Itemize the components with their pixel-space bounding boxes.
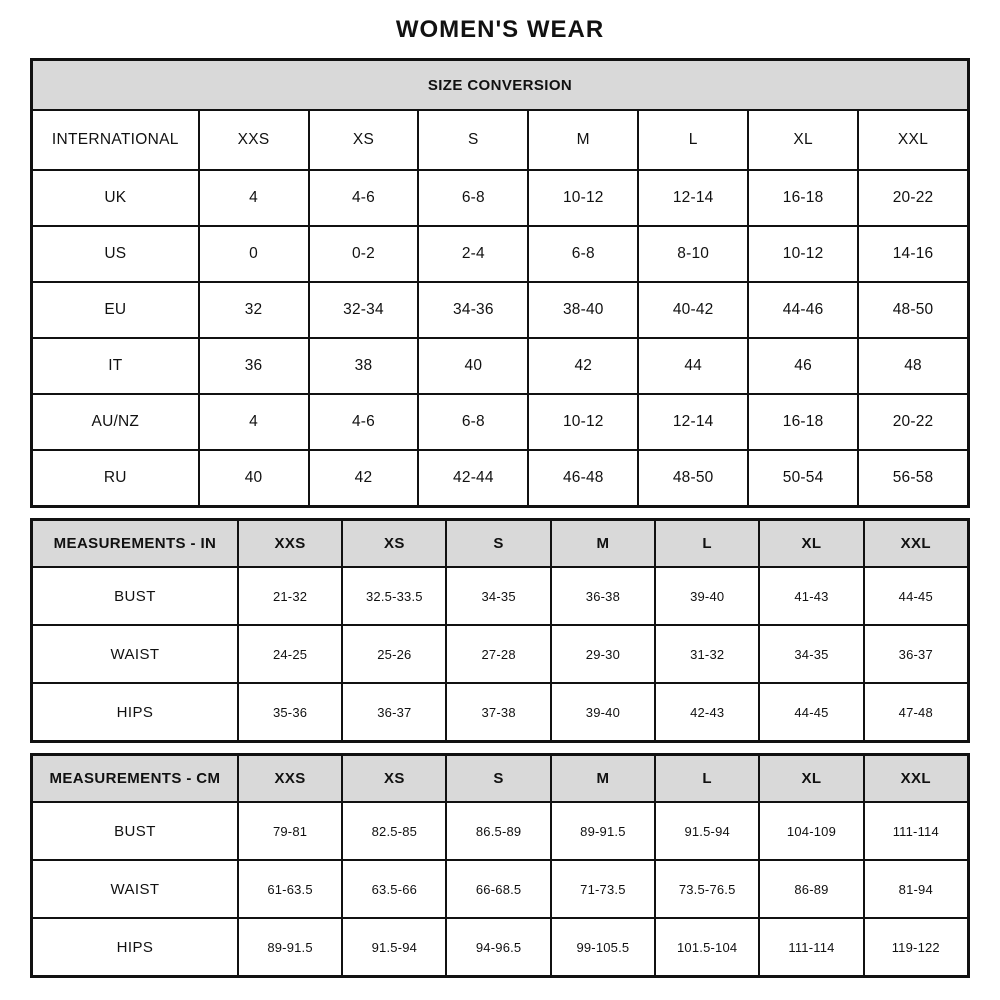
measurement-cell: 36-37: [864, 625, 968, 683]
size-cell: 10-12: [528, 170, 638, 226]
size-cell: 56-58: [858, 450, 968, 506]
row-label: HIPS: [32, 918, 238, 976]
column-header-s: S: [418, 110, 528, 170]
size-cell: 38: [309, 338, 419, 394]
measurement-cell: 94-96.5: [446, 918, 550, 976]
column-header-l: L: [655, 755, 759, 802]
table-row-eu: [32, 282, 968, 338]
size-cell: 4: [199, 170, 309, 226]
measurement-cell: 39-40: [655, 567, 759, 625]
column-header-xxl: XXL: [864, 520, 968, 567]
column-header-xxs: XXS: [238, 755, 342, 802]
row-label: WAIST: [32, 625, 238, 683]
row-label: HIPS: [32, 683, 238, 741]
size-cell: 0: [199, 226, 309, 282]
size-cell: 12-14: [638, 170, 748, 226]
column-header-s: S: [446, 755, 550, 802]
size-cell: 36: [199, 338, 309, 394]
size-cell: 4: [199, 394, 309, 450]
row-label: EU: [32, 282, 199, 338]
size-cell: 32: [199, 282, 309, 338]
measurement-cell: 25-26: [342, 625, 446, 683]
column-header-xxs: XXS: [199, 110, 309, 170]
size-cell: 2-4: [418, 226, 528, 282]
measurement-cell: 44-45: [864, 567, 968, 625]
size-cell: 34-36: [418, 282, 528, 338]
measurements-cm-title: MEASUREMENTS - CM: [32, 755, 238, 802]
measurement-cell: 31-32: [655, 625, 759, 683]
measurement-cell: 86.5-89: [446, 802, 550, 860]
size-cell: 40: [199, 450, 309, 506]
table-header-row: [32, 755, 968, 802]
table-row-aunz: [32, 394, 968, 450]
size-cell: 10-12: [748, 226, 858, 282]
measurement-cell: 86-89: [759, 860, 863, 918]
column-header-xs: XS: [309, 110, 419, 170]
size-cell: 42-44: [418, 450, 528, 506]
size-cell: 38-40: [528, 282, 638, 338]
measurement-cell: 111-114: [759, 918, 863, 976]
row-label: AU/NZ: [32, 394, 199, 450]
table-row-bust-cm: [32, 802, 968, 860]
table-row-hips-cm: [32, 918, 968, 976]
size-cell: 4-6: [309, 394, 419, 450]
row-label: US: [32, 226, 199, 282]
measurement-cell: 73.5-76.5: [655, 860, 759, 918]
measurement-cell: 89-91.5: [238, 918, 342, 976]
measurement-cell: 37-38: [446, 683, 550, 741]
size-cell: 46: [748, 338, 858, 394]
measurement-cell: 21-32: [238, 567, 342, 625]
size-cell: 40-42: [638, 282, 748, 338]
measurement-cell: 47-48: [864, 683, 968, 741]
table-row-us: [32, 226, 968, 282]
measurement-cell: 79-81: [238, 802, 342, 860]
size-cell: 6-8: [418, 170, 528, 226]
column-header-m: M: [551, 520, 655, 567]
measurement-cell: 63.5-66: [342, 860, 446, 918]
measurement-cell: 32.5-33.5: [342, 567, 446, 625]
size-cell: 50-54: [748, 450, 858, 506]
measurement-cell: 27-28: [446, 625, 550, 683]
column-header-l: L: [638, 110, 748, 170]
measurement-cell: 81-94: [864, 860, 968, 918]
size-cell: 16-18: [748, 394, 858, 450]
measurement-cell: 36-38: [551, 567, 655, 625]
measurement-cell: 29-30: [551, 625, 655, 683]
column-header-xl: XL: [759, 520, 863, 567]
size-cell: 14-16: [858, 226, 968, 282]
table-header-row: [32, 520, 968, 567]
column-header-s: S: [446, 520, 550, 567]
table-row-bust-in: [32, 567, 968, 625]
measurement-cell: 24-25: [238, 625, 342, 683]
measurements-cm-table: [30, 753, 970, 978]
measurement-cell: 119-122: [864, 918, 968, 976]
table-header-row: [32, 60, 968, 110]
measurement-cell: 34-35: [759, 625, 863, 683]
measurement-cell: 34-35: [446, 567, 550, 625]
row-label: WAIST: [32, 860, 238, 918]
column-header-xxl: XXL: [864, 755, 968, 802]
measurement-cell: 89-91.5: [551, 802, 655, 860]
size-cell: 6-8: [418, 394, 528, 450]
column-header-xl: XL: [759, 755, 863, 802]
measurement-cell: 35-36: [238, 683, 342, 741]
measurement-cell: 41-43: [759, 567, 863, 625]
size-cell: 42: [309, 450, 419, 506]
size-cell: 10-12: [528, 394, 638, 450]
size-cell: 20-22: [858, 170, 968, 226]
size-cell: 8-10: [638, 226, 748, 282]
column-header-l: L: [655, 520, 759, 567]
size-cell: 12-14: [638, 394, 748, 450]
column-header-row: [32, 110, 968, 170]
size-cell: 4-6: [309, 170, 419, 226]
size-cell: 40: [418, 338, 528, 394]
column-header-xs: XS: [342, 520, 446, 567]
table-row-hips-in: [32, 683, 968, 741]
size-cell: 20-22: [858, 394, 968, 450]
column-header-m: M: [528, 110, 638, 170]
column-header-xxl: XXL: [858, 110, 968, 170]
table-row-waist-in: [32, 625, 968, 683]
size-cell: 44: [638, 338, 748, 394]
measurement-cell: 71-73.5: [551, 860, 655, 918]
size-cell: 44-46: [748, 282, 858, 338]
table-row-waist-cm: [32, 860, 968, 918]
measurements-in-title: MEASUREMENTS - IN: [32, 520, 238, 567]
size-cell: 48-50: [638, 450, 748, 506]
measurement-cell: 39-40: [551, 683, 655, 741]
measurement-cell: 61-63.5: [238, 860, 342, 918]
row-label: RU: [32, 450, 199, 506]
measurement-cell: 111-114: [864, 802, 968, 860]
measurement-cell: 101.5-104: [655, 918, 759, 976]
size-conversion-table: [30, 58, 970, 508]
column-header-xl: XL: [748, 110, 858, 170]
row-label: UK: [32, 170, 199, 226]
table-row-ru: [32, 450, 968, 506]
measurement-cell: 36-37: [342, 683, 446, 741]
size-cell: 16-18: [748, 170, 858, 226]
size-cell: 46-48: [528, 450, 638, 506]
size-conversion-title: SIZE CONVERSION: [32, 60, 968, 110]
column-header-xs: XS: [342, 755, 446, 802]
size-cell: 42: [528, 338, 638, 394]
size-cell: 48-50: [858, 282, 968, 338]
page-title: WOMEN'S WEAR: [395, 16, 605, 43]
row-label: BUST: [32, 567, 238, 625]
size-cell: 48: [858, 338, 968, 394]
column-header-xxs: XXS: [238, 520, 342, 567]
size-cell: 32-34: [309, 282, 419, 338]
measurement-cell: 44-45: [759, 683, 863, 741]
measurement-cell: 104-109: [759, 802, 863, 860]
row-label: BUST: [32, 802, 238, 860]
table-row-uk: [32, 170, 968, 226]
measurement-cell: 66-68.5: [446, 860, 550, 918]
column-header-international: INTERNATIONAL: [32, 110, 199, 170]
size-cell: 6-8: [528, 226, 638, 282]
measurements-in-table: [30, 518, 970, 743]
table-row-it: [32, 338, 968, 394]
size-cell: 0-2: [309, 226, 419, 282]
measurement-cell: 99-105.5: [551, 918, 655, 976]
column-header-m: M: [551, 755, 655, 802]
measurement-cell: 42-43: [655, 683, 759, 741]
row-label: IT: [32, 338, 199, 394]
measurement-cell: 82.5-85: [342, 802, 446, 860]
measurement-cell: 91.5-94: [655, 802, 759, 860]
measurement-cell: 91.5-94: [342, 918, 446, 976]
